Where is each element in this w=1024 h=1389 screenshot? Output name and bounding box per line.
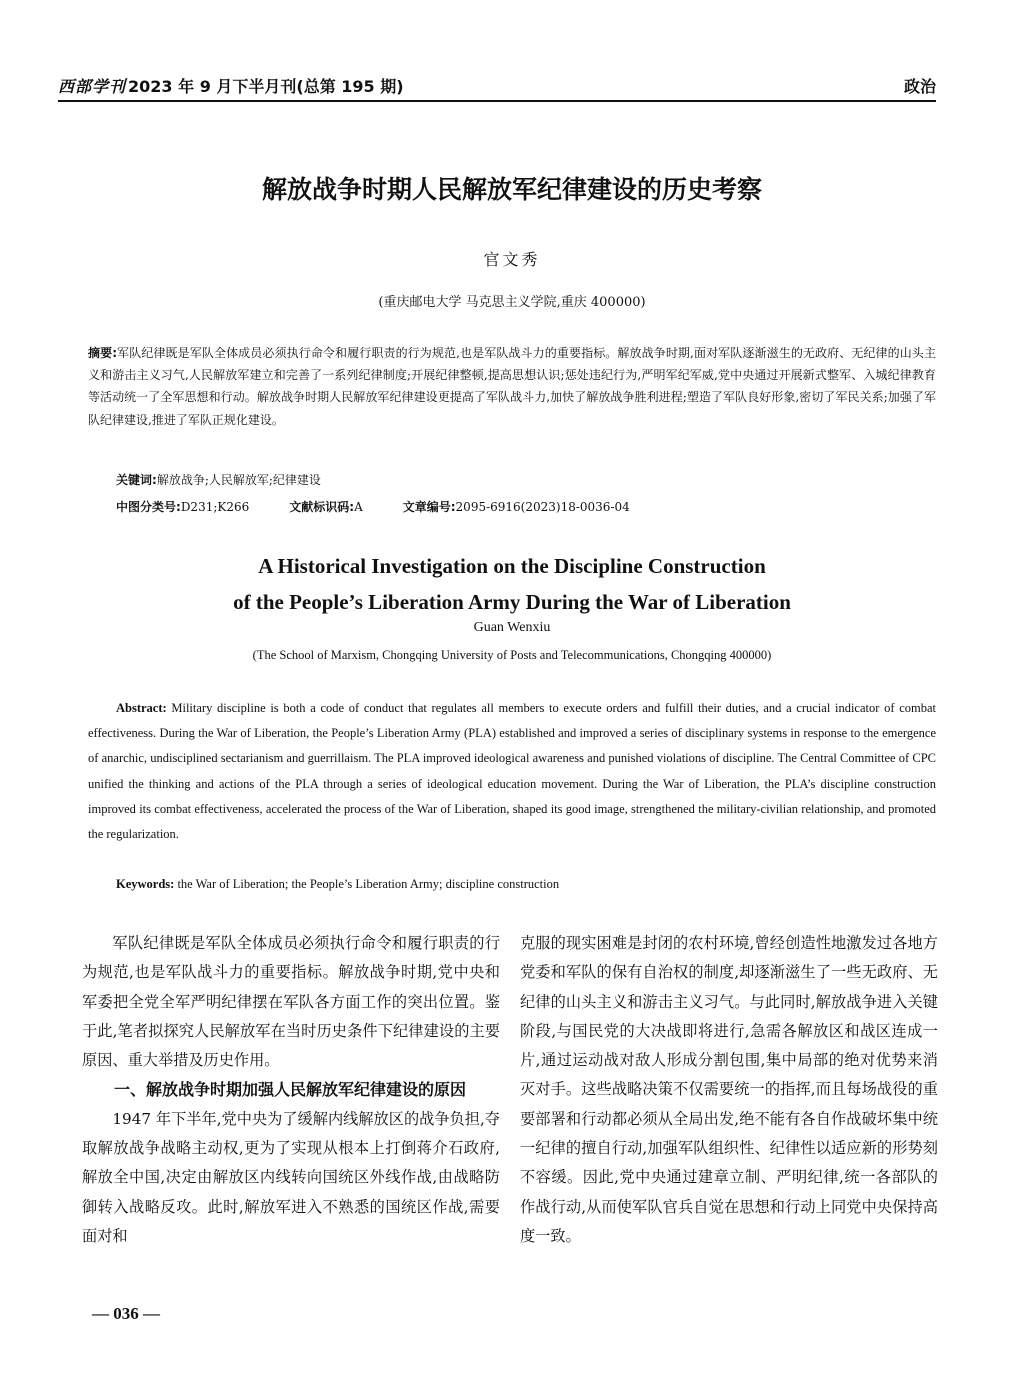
journal-logo: 西部学刊 [58,77,127,96]
keywords-en-text: the War of Liberation; the People’s Liberation Army; discipline construction [177,877,560,891]
author-en: Guan Wenxiu [473,620,551,635]
page-number: — 036 — [92,1304,160,1323]
keywords-en-label: Keywords: [116,877,175,891]
section-name: 政治 [903,77,936,96]
article-title-en [0,548,1024,620]
affiliation-zh: (重庆邮电大学 马克思主义学院,重庆 400000) [378,295,646,310]
doc-code-label: 文献标识码: [289,500,355,514]
body-paragraph: 军队纪律既是军队全体成员必须执行命令和履行职责的行为规范,也是军队战斗力的重要指标。解放战争时期,党中央和军委把全党全军严明纪律摆在军队各方面工作的突出位置。鉴于此,笔者拟探究人民解放军在当时历史条件下纪律建设的主要原因、重大举措及历史作用。 [82,934,500,1070]
header-rule [58,100,936,102]
abstract-en-text: Military discipline is both a code of conduct that regulates all members to execute orders and fulfill their duties, and a crucial indicator of combat effectiveness. During the War of Liberation, the People’s Liberation Army (PLA) established and improved a series of disciplinary systems in response to the emergence of anarchic, undisciplined sectarianism and guerrillaism. The PLA improved ideological awareness and punished violations of discipline. The Central Committee of CPC unified the thinking and actions of the PLA through a series of ideological education movement. During the War of Liberation, the PLA’s discipline construction improved its combat effectiveness, accelerated the process of the War of Liberation, shaped its good image, strengthened the military-civilian relationship, and promoted the regularization. [88,701,936,842]
abstract-zh-label: 摘要: [88,346,118,360]
doc-code-value: A [354,500,363,514]
body-column-left [82,929,500,1251]
article-no-value: 2095-6916(2023)18-0036-04 [455,500,630,514]
classification-line [116,498,630,515]
affiliation-en: (The School of Marxism, Chongqing University of Posts and Telecommunications, Chongqing 400000) [252,648,772,662]
issue-info: 2023 年 9 月下半月刊(总第 195 期) [128,77,404,96]
body-paragraph: 克服的现实困难是封闭的农村环境,曾经创造性地激发过各地方党委和军队的保有自治权的制度,却逐渐滋生了一些无政府、无纪律的山头主义和游击主义习气。与此同时,解放战争进入关键阶段,与国民党的大决战即将进行,急需各解放区和战区连成一片,通过运动战对敌人形成分割包围,集中局部的绝对优势来消灭对手。这些战略决策不仅需要统一的指挥,而且每场战役的重要部署和行动都必须从全局出发,绝不能有各自作战破坏集中统一纪律的擅自行动,加强军队组织性、纪律性以适应新的形势刻不容缓。因此,党中央通过建章立制、严明纪律,统一各部队的作战行动,从而使军队官兵自觉在思想和行动上同党中央保持高度一致。 [520,934,938,1245]
article-title-zh: 解放战争时期人民解放军纪律建设的历史考察 [261,175,762,204]
abstract-zh-text: 军队纪律既是军队全体成员必须执行命令和履行职责的行为规范,也是军队战斗力的重要指标。解放战争时期,面对军队逐渐滋生的无政府、无纪律的山头主义和游击主义习气,人民解放军建立和完善了一系列纪律制度;开展纪律整顿,提高思想认识;惩处违纪行为,严明军纪军威,党中央通过开展新式整军、入城纪律教育等活动统一了全军思想和行动。解放战争时期人民解放军纪律建设更提高了军队战斗力,加快了解放战争胜利进程;塑造了军队良好形象,密切了军民关系;加强了军队纪律建设,推进了军队正规化建设。 [88,346,936,427]
running-header [58,74,404,97]
abstract-zh [88,342,936,431]
article-no-label: 文章编号: [402,500,456,514]
keywords-en [116,877,559,892]
clc-label: 中图分类号: [116,500,181,514]
abstract-en [88,696,936,847]
title-en-line1: A Historical Investigation on the Discipline Construction [258,554,766,578]
section-heading: 一、解放战争时期加强人民解放军纪律建设的原因 [114,1080,467,1100]
body-paragraph: 1947 年下半年,党中央为了缓解内线解放区的战争负担,夺取解放战争战略主动权,更为了实现从根本上打倒蒋介石政府,解放全中国,决定由解放区内线转向国统区外线作战,由战略防御转入战略反攻。此时,解放军进入不熟悉的国统区作战,需要面对和 [82,1109,500,1245]
keywords-zh-label: 关键词: [116,473,157,487]
keywords-zh-text: 解放战争;人民解放军;纪律建设 [156,473,321,487]
title-en-line2: of the People’s Liberation Army During the War of Liberation [233,590,791,614]
body-column-right [520,929,938,1251]
abstract-en-label: Abstract: [116,701,167,715]
clc-value: D231;K266 [180,500,250,514]
author-zh: 官文秀 [483,250,541,269]
keywords-zh [116,471,321,488]
